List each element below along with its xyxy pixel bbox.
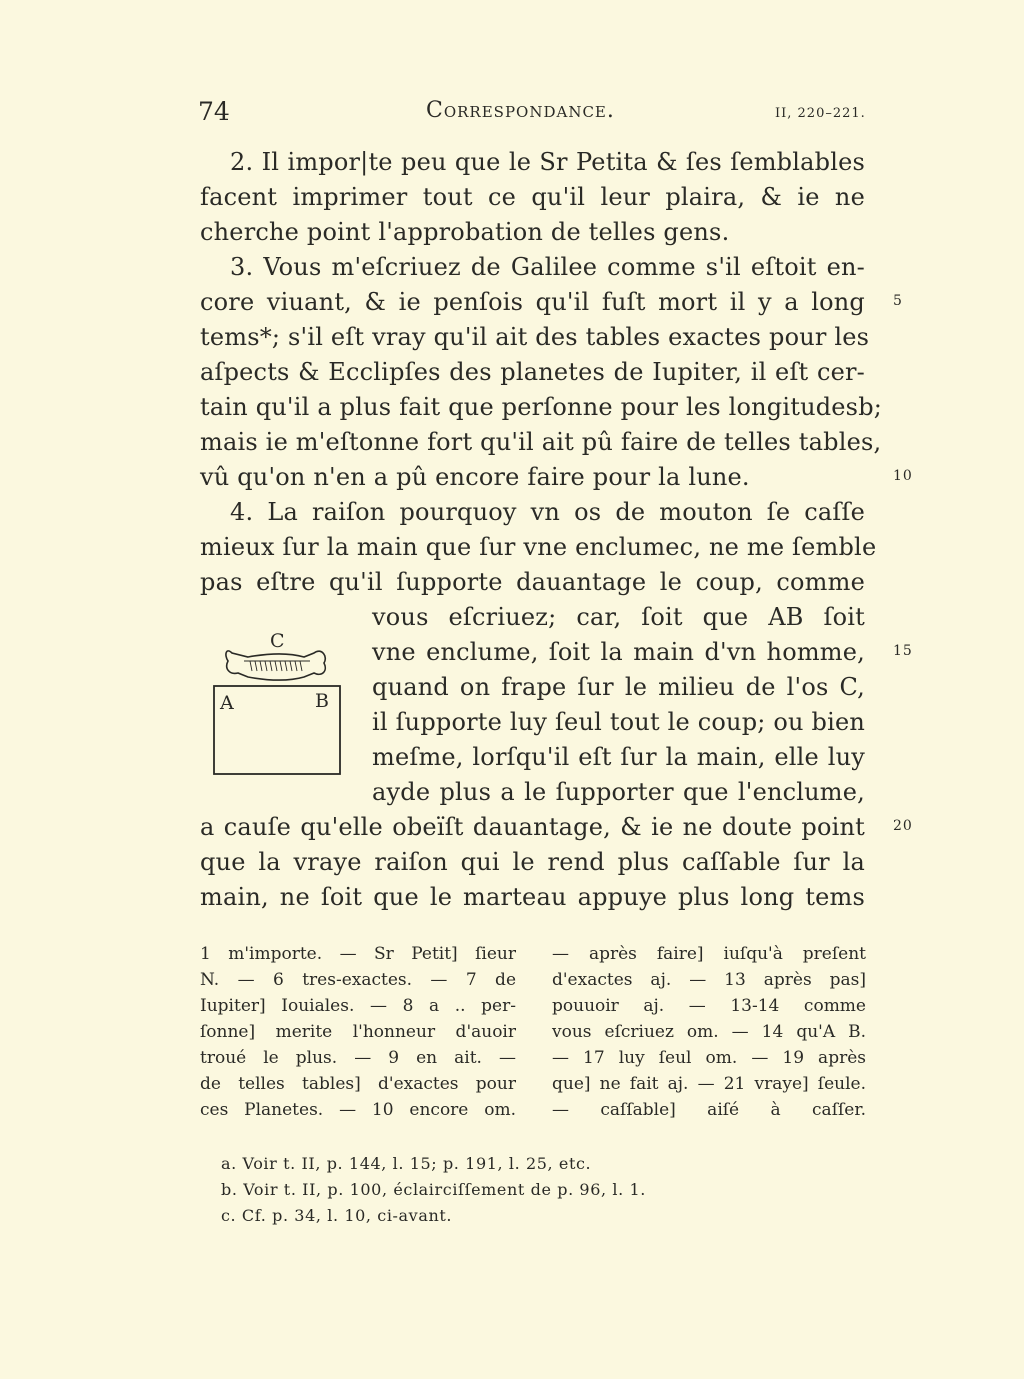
body-line: mieux ſur la main que ſur vne enclumec, ne me ſemble [200,533,877,561]
body-line: vous eſcriuez; car, ſoit que AB ſoit [372,603,865,631]
variant-line: d'exactes aj. — 13 après pas] [552,970,866,990]
body-line: mais ie m'eſtonne fort qu'il ait pû faire de telles tables, [200,428,882,456]
page-number: 74 [198,97,230,126]
body-line: facent imprimer tout ce qu'il leur plaira, & ie ne [200,183,865,211]
body-line: tain qu'il a plus fait que perſonne pour les longitudesb; [200,393,883,421]
body-line: vû qu'on n'en a pû encore faire pour la lune. [200,463,750,491]
variant-line: troué le plus. — 9 en ait. — [200,1048,516,1068]
footnote: a. Voir t. II, p. 144, l. 15; p. 191, l. 25, etc. [221,1154,592,1173]
line-number: 20 [893,818,913,834]
body-line: meſme, lorſqu'il eſt ſur la main, elle luy [372,743,865,771]
body-line: quand on frape ſur le milieu de l'os C, [372,673,865,701]
body-line: core viuant, & ie penſois qu'il fuſt mort il y a long [200,288,865,316]
variant-line: 1 m'importe. — Sr Petit] ſieur [200,944,516,964]
bone-anvil-diagram [210,625,345,780]
body-line: main, ne ſoit que le marteau appuye plus long tems [200,883,865,911]
footnote: c. Cf. p. 34, l. 10, ci-avant. [221,1206,453,1225]
figure-label-b: B [315,690,329,712]
variant-line: que] ne fait aj. — 21 vraye] ſeule. [552,1074,866,1094]
body-line: vne enclume, ſoit la main d'vn homme, [372,638,865,666]
line-number: 5 [893,293,903,309]
bone-hatching [250,661,302,671]
variant-line: pouuoir aj. — 13-14 comme [552,996,866,1016]
body-line: a cauſe qu'elle obeïſt dauantage, & ie ne doute point [200,813,865,841]
variant-line: ces Planetes. — 10 encore om. [200,1100,516,1120]
variant-line: de telles tables] d'exactes pour [200,1074,516,1094]
body-line: 2. Il impor|te peu que le Sr Petita & ſes ſemblables [230,148,865,176]
body-line: tems*; s'il eſt vray qu'il ait des tables exactes pour les [200,323,870,351]
body-line: il ſupporte luy ſeul tout le coup; ou bien [372,708,866,736]
body-line: 4. La raiſon pourquoy vn os de mouton ſe caſſe [230,498,865,526]
footnote: b. Voir t. II, p. 100, éclairciſſement de p. 96, l. 1. [221,1180,646,1199]
body-line: ayde plus a le ſupporter que l'enclume, [372,778,865,806]
body-line: que la vraye raiſon qui le rend plus caſſable ſur la [200,848,865,876]
figure-label-a: A [220,692,234,714]
bone-anvil-figure [210,625,345,780]
body-line: cherche point l'approbation de telles gens. [200,218,730,246]
variant-line: N. — 6 tres-exactes. — 7 de [200,970,516,990]
line-number: 15 [893,643,913,659]
variant-line: ſonne] merite l'honneur d'auoir [200,1022,516,1042]
body-line: aſpects & Ecclipſes des planetes de Iupiter, il eſt cer- [200,358,865,386]
running-title: Correspondance. [426,98,615,123]
body-line: pas eſtre qu'il ſupporte dauantage le coup, comme [200,568,865,596]
variant-line: vous eſcriuez om. — 14 qu'A B. [552,1022,866,1042]
variant-line: — 17 luy ſeul om. — 19 après [552,1048,866,1068]
body-line: 3. Vous m'eſcriuez de Galilee comme s'il eſtoit en- [230,253,865,281]
variant-line: — caſſable] aiſé à caſſer. [552,1100,866,1120]
line-number: 10 [893,468,913,484]
variant-line: Iupiter] Iouiales. — 8 a .. per- [200,996,516,1016]
variant-line: — après faire] iuſqu'à preſent [552,944,866,964]
figure-label-c: C [270,630,285,652]
page-reference: II, 220–221. [775,106,866,121]
